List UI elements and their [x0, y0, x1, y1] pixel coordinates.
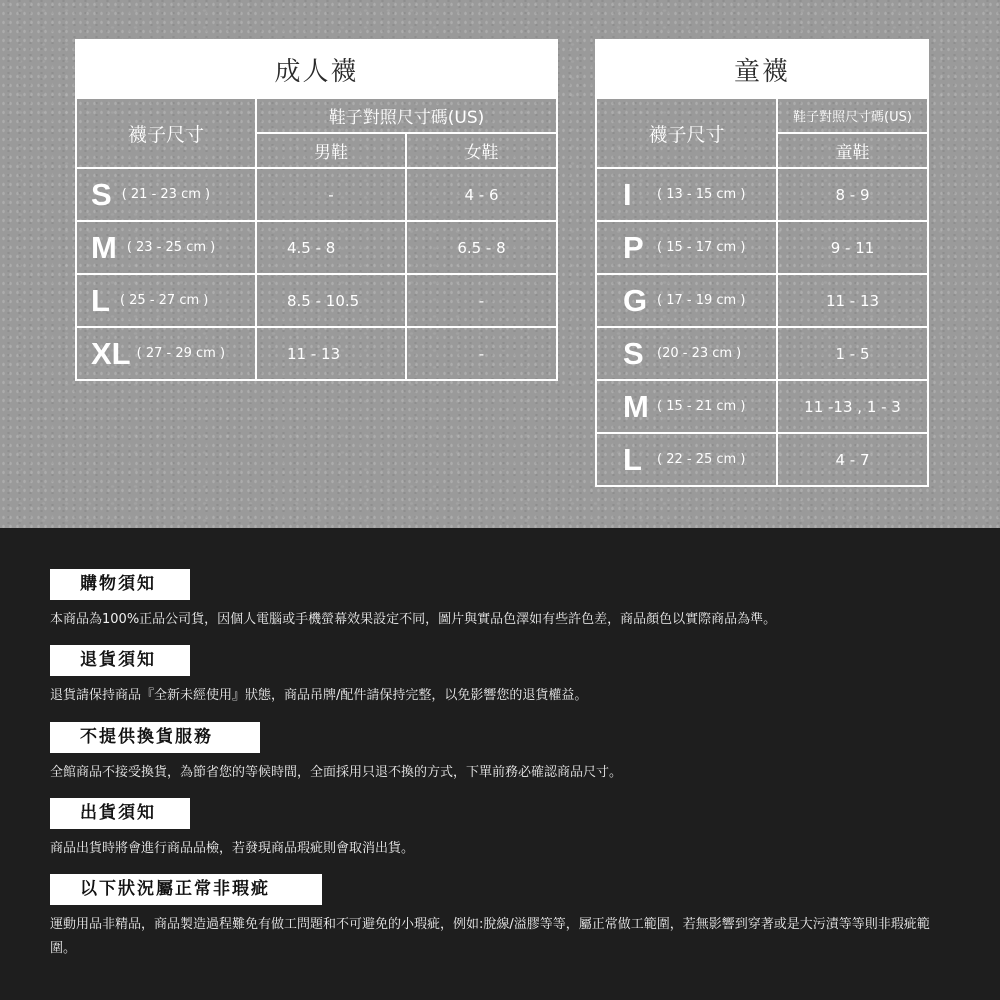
size-letter: M [623, 388, 649, 424]
kids-shoe-value: 11 - 13 [777, 274, 928, 327]
size-range: ( 22 - 25 cm ) [657, 452, 746, 467]
notice-return [50, 645, 970, 708]
men-shoe-value: 4.5 - 8 [256, 221, 406, 274]
size-letter: G [623, 282, 648, 318]
size-letter: P [623, 229, 644, 265]
notice-title: 退貨須知 [50, 645, 190, 676]
kids-sock-size-header: 襪子尺寸 [596, 98, 777, 168]
adult-size-cell [76, 274, 256, 327]
kids-shoe-size-header: 鞋子對照尺寸碼(US) [777, 98, 928, 133]
adult-size-table [75, 39, 558, 381]
men-shoe-value: - [256, 168, 406, 221]
size-range: ( 27 - 29 cm ) [136, 346, 226, 361]
size-range: ( 15 - 21 cm ) [657, 399, 746, 414]
men-shoe-value: 11 - 13 [256, 327, 406, 380]
adult-size-cell [76, 168, 256, 221]
women-shoe-value: 4 - 6 [406, 168, 557, 221]
kids-size-table [595, 39, 929, 487]
notice-shipping [50, 798, 970, 861]
adult-table-title: 成人襪 [76, 40, 557, 98]
size-range: ( 15 - 17 cm ) [657, 240, 746, 255]
notice-text: 運動用品非精品，商品製造過程難免有做工問題和不可避免的小瑕疵，例如:脫線/溢膠等等，屬正常做工範圍，若無影響到穿著或是大污漬等等則非瑕疵範圍。 [50, 917, 930, 956]
notice-defects [50, 874, 970, 961]
adult-sock-size-header: 襪子尺寸 [76, 98, 256, 168]
women-shoe-value: - [406, 327, 557, 380]
kids-shoe-value: 4 - 7 [777, 433, 928, 486]
size-range: ( 13 - 15 cm ) [657, 187, 746, 202]
kids-shoe-value: 9 - 11 [777, 221, 928, 274]
notice-text: 退貨請保持商品『全新未經使用』狀態，商品吊牌/配件請保持完整，以免影響您的退貨權益。 [50, 688, 588, 703]
size-range: ( 25 - 27 cm ) [119, 293, 209, 308]
kids-shoe-value: 1 - 5 [777, 327, 928, 380]
size-range: ( 17 - 19 cm ) [657, 293, 746, 308]
kids-size-cell [596, 327, 777, 380]
notice-no-exchange [50, 722, 970, 785]
kids-size-cell [596, 433, 777, 486]
size-range: (20 - 23 cm ) [657, 346, 742, 361]
kids-size-cell [596, 221, 777, 274]
notice-title: 以下狀況屬正常非瑕疵 [50, 874, 322, 905]
size-letter: M [91, 229, 117, 265]
kids-size-cell [596, 274, 777, 327]
men-shoe-value: 8.5 - 10.5 [256, 274, 406, 327]
women-shoe-header: 女鞋 [406, 133, 557, 168]
kids-size-cell [596, 168, 777, 221]
size-range: ( 21 - 23 cm ) [121, 187, 211, 202]
women-shoe-value: - [406, 274, 557, 327]
size-letter: L [91, 282, 110, 318]
adult-size-cell [76, 221, 256, 274]
size-letter: L [623, 441, 642, 477]
kids-table-title: 童襪 [596, 40, 928, 98]
kids-shoe-value: 8 - 9 [777, 168, 928, 221]
notice-text: 本商品為100%正品公司貨，因個人電腦或手機螢幕效果設定不同，圖片與實品色澤如有些許色差，商品顏色以實際商品為準。 [50, 612, 777, 627]
notice-title: 不提供換貨服務 [50, 722, 260, 753]
notice-text: 商品出貨時將會進行商品品檢，若發現商品瑕疵則會取消出貨。 [50, 841, 415, 856]
size-letter: S [91, 176, 112, 212]
kids-shoe-value: 11 -13 , 1 - 3 [777, 380, 928, 433]
adult-shoe-size-header: 鞋子對照尺寸碼(US) [256, 98, 557, 133]
notice-title: 購物須知 [50, 569, 190, 600]
kids-size-cell [596, 380, 777, 433]
women-shoe-value: 6.5 - 8 [406, 221, 557, 274]
men-shoe-header: 男鞋 [256, 133, 406, 168]
notice-title: 出貨須知 [50, 798, 190, 829]
size-letter: I [623, 176, 632, 212]
size-range: ( 23 - 25 cm ) [126, 240, 216, 255]
size-letter: S [623, 335, 644, 371]
size-letter: XL [91, 335, 131, 371]
notice-text: 全館商品不接受換貨，為節省您的等候時間，全面採用只退不換的方式，下單前務必確認商品尺寸。 [50, 765, 623, 780]
adult-size-cell [76, 327, 256, 380]
kids-shoe-header: 童鞋 [777, 133, 928, 168]
notice-shopping [50, 569, 970, 632]
